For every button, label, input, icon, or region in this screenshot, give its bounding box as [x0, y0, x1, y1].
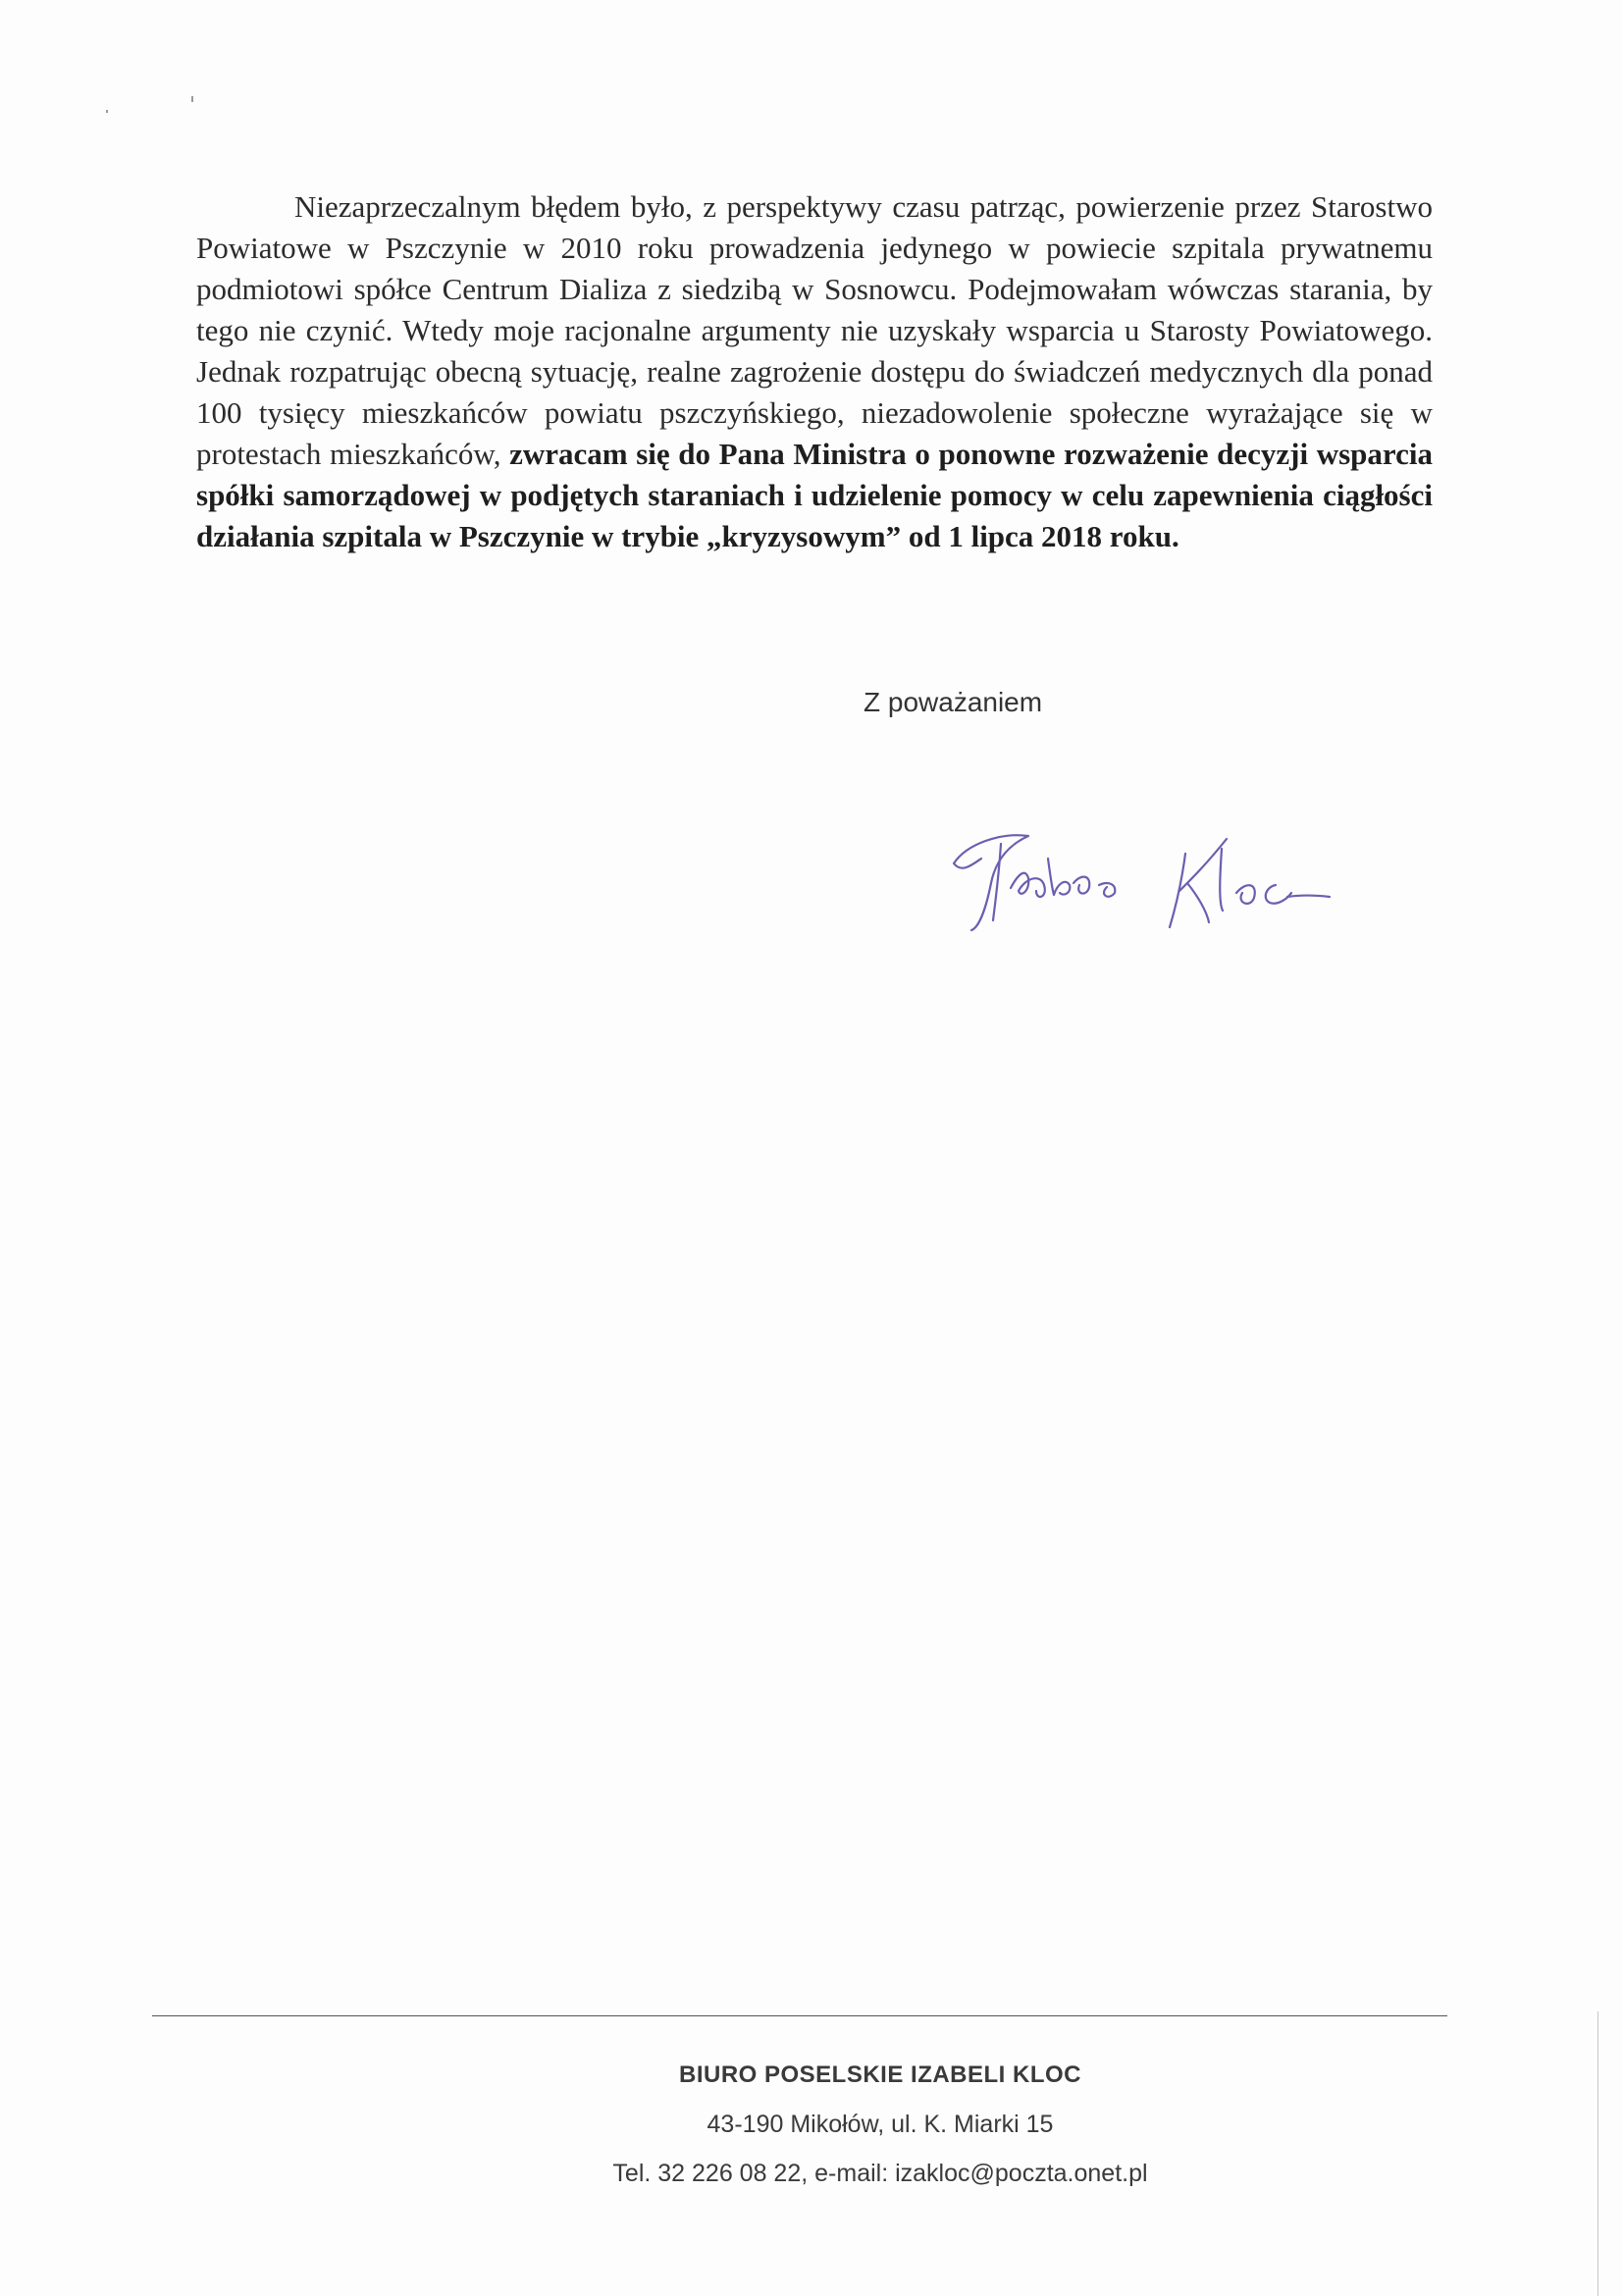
handwritten-signature: [942, 805, 1354, 942]
scan-edge-line: [1597, 2011, 1598, 2296]
closing-salutation: Z poważaniem: [864, 687, 1043, 717]
scan-speck: [106, 110, 108, 113]
letterhead-footer: [0, 2051, 1623, 2198]
paragraph-bold-request: zwracam się do Pana Ministra o ponowne rozważenie decyzji wsparcia spółki samorządowej w podjętych staraniach i udzielenie pomocy w celu zapewnienia ciągłości działania szpitala w Pszczynie w trybie „kryzysowym” od 1 lipca 2018 roku.: [196, 437, 1433, 553]
scan-speck: [191, 96, 193, 102]
footer-divider: [152, 2015, 1447, 2016]
letter-body-paragraph: [196, 186, 1433, 557]
office-name: BIURO POSELSKIE IZABELI KLOC: [678, 2061, 1082, 2088]
office-address: 43-190 Mikołów, ul. K. Miarki 15: [707, 2111, 1054, 2138]
office-contact: Tel. 32 226 08 22, e-mail: izakloc@poczta.onet.pl: [612, 2160, 1148, 2187]
paragraph-text: Niezaprzeczalnym błędem było, z perspektywy czasu patrząc, powierzenie przez Starostwo Powiatowe w Pszczynie w 2010 roku prowadzenia jedynego w powiecie szpitala prywatnemu podmiotowi spółce Centrum Dializa z siedzibą w Sosnowcu. Podejmowałam wówczas starania, by tego nie czynić. Wtedy moje racjonalne argumenty nie uzyskały wsparcia u Starosty Powiatowego. Jednak rozpatrując obecną sytuację, realne zagrożenie dostępu do świadczeń medycznych dla ponad 100 tysięcy mieszkańców powiatu pszczyńskiego, niezadowolenie społeczne wyrażające się w protestach mieszkańców,: [196, 189, 1433, 471]
